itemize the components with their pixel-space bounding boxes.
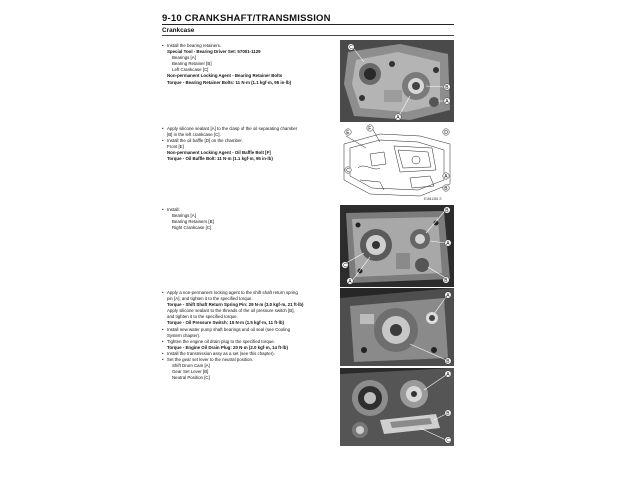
figure-code: E1641361 S <box>424 197 442 201</box>
step-block-bearing-retainers <box>162 43 338 86</box>
instruction-line: Bearings [A] <box>172 213 196 219</box>
instruction-line: Left Crankcase [C] <box>172 67 209 73</box>
figure-callout: B <box>444 277 448 284</box>
figure-left-crankcase-photo <box>340 40 454 122</box>
instruction-line: Torque - Bearing Retainer Bolts: 11 N·m (1.1 kgf·m, 95 in·lb) <box>167 79 292 85</box>
figure-callout: A <box>396 114 400 121</box>
figure-callout: D <box>444 129 448 136</box>
instruction-line: Torque - Oil Pressure Switch: 15 N·m (1.5 kgf·m, 11 ft·lb) <box>167 320 285 326</box>
figure-callout: C <box>343 262 347 269</box>
instruction-line: Special Tool - Bearing Driver Set: 57001-1129 <box>167 49 261 55</box>
instruction-line: Bearing Retainers [B] <box>172 219 214 225</box>
figure-callout: C <box>446 437 450 444</box>
figure-callout: A <box>446 240 450 247</box>
figure-callout: C <box>346 167 350 174</box>
step-block-oil-baffle <box>162 126 338 163</box>
figure-shift-drum-photo <box>340 368 454 446</box>
instruction-line: and tighten it to the specified torque. <box>167 314 238 320</box>
instruction-line: Torque - Engine Oil Drain Plug: 20 N·m (2.0 kgf·m, 14 ft·lb) <box>167 344 288 350</box>
figure-callout: B <box>446 410 450 417</box>
figure-oil-pressure-switch-photo <box>340 288 454 366</box>
figure-callout: C <box>349 44 353 51</box>
instruction-line: System chapter). <box>167 332 201 338</box>
figure-callout: B <box>445 84 449 91</box>
figure-callout: A <box>446 371 450 378</box>
figure-callout: B <box>444 185 448 192</box>
instruction-bullet: • Install new water pump shaft bearings and oil seal (see Cooling <box>162 327 338 333</box>
instruction-line: Neutral Position [C] <box>172 375 210 381</box>
figure-callout: E <box>346 129 350 136</box>
instruction-line: [B] in the left crankcase [C]. <box>167 132 221 138</box>
instruction-line: Non-permanent Locking Agent - Bearing Retainer Bolts <box>167 73 283 79</box>
figure-callout: A <box>446 292 450 299</box>
instruction-bullet: • Install: <box>162 207 338 213</box>
instruction-line: Right Crankcase [C] <box>172 225 212 231</box>
figure-oil-baffle-drawing <box>340 124 454 202</box>
instruction-bullet: • Install the transmission assy as a set (see this chapter). <box>162 351 338 357</box>
instruction-bullet: • Apply silicone sealant [A] to the clasp of the oil separating chamber <box>162 126 338 132</box>
instruction-line: Gear Set Lever [B] <box>172 369 209 375</box>
figure-right-crankcase-photo <box>340 205 454 287</box>
step-block-shift-shaft <box>162 290 338 381</box>
title-rule <box>162 24 454 25</box>
figure-callout: B <box>446 358 450 365</box>
figure-callout: B <box>445 207 449 214</box>
instruction-line: Bearing Retainer [B] <box>172 61 212 67</box>
instruction-bullet: • Install the bearing retainers. <box>162 43 338 49</box>
section-subtitle: Crankcase <box>162 27 195 34</box>
instruction-bullet: • Install the oil baffle [D] on the chamber. <box>162 138 338 144</box>
instruction-line: Torque - Shift Shaft Return Spring Pin: 29 N·m (3.0 kgf·m, 21 ft·lb) <box>167 302 304 308</box>
figure-callout: F <box>368 125 372 132</box>
instruction-bullet: • Set the gear set lever to the neutral position. <box>162 357 338 363</box>
figure-callout: A <box>445 98 449 105</box>
instruction-line: Shift Drum Cam [A] <box>172 363 210 369</box>
figure-callout: A <box>444 173 448 180</box>
instruction-line: pin [A], and tighten it to the specified torque. <box>167 296 253 302</box>
page-title: 9-10 CRANKSHAFT/TRANSMISSION <box>162 13 331 24</box>
instruction-line: Torque - Oil Baffle Bolt: 11 N·m (1.1 kgf·m, 95 in·lb) <box>167 156 273 162</box>
instruction-line: Bearings [A] <box>172 55 196 61</box>
instruction-line: Apply silicone sealant to the threads of the oil pressure switch [B], <box>167 308 295 314</box>
figure-callout: A <box>348 278 352 285</box>
instruction-bullet: • Apply a non-permanent locking agent to the shift shaft return spring <box>162 290 338 296</box>
step-block-right-crankcase <box>162 207 338 231</box>
subtitle-rule <box>162 35 454 36</box>
instruction-line: Front [E] <box>167 144 184 150</box>
instruction-bullet: • Tighten the engine oil drain plug to the specified torque. <box>162 339 338 345</box>
instruction-line: Non-permanent Locking Agent - Oil Baffle Bolt [F] <box>167 150 271 156</box>
